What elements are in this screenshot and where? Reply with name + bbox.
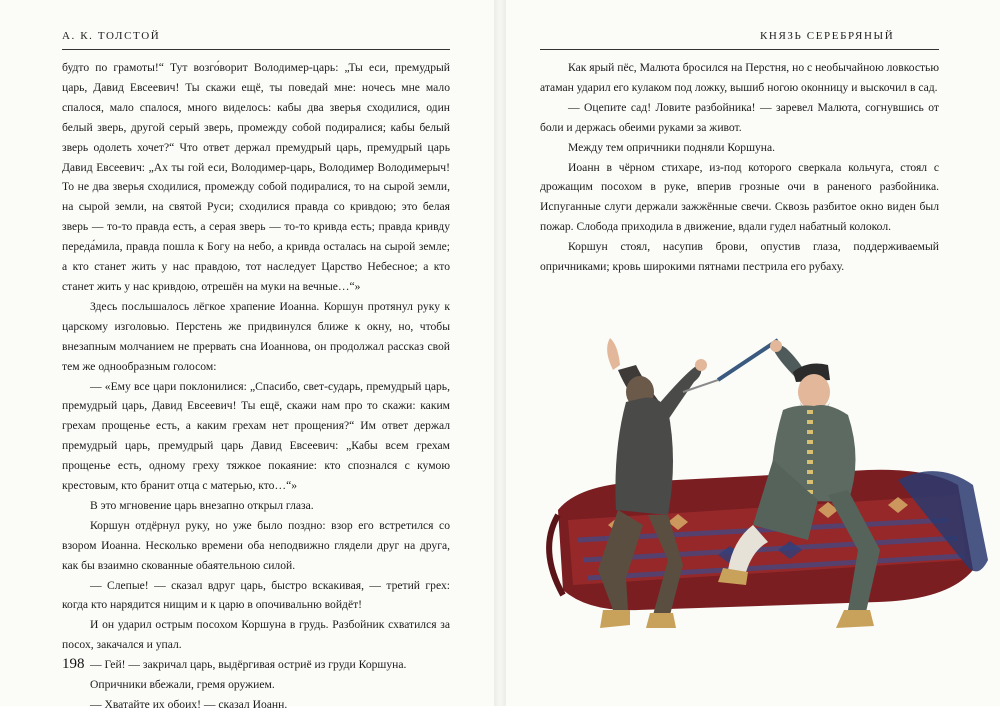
paragraph: будто по грамоты!“ Тут возго́ворит Володимер-царь: „Ты еси, премудрый царь, Давид Евсеевич! Ты скажи ещё, ты поведай мне: ночесь мне мало спалося, мало спалося, много виделось: кабы два зверья сходилися, один белый зверь, другой серый зверь, промежду собой подиралися; кабы белый зверь одолеть хочет?“ Что ответ держал премудрый царь, премудрый царь Давид Евсеевич: „Ах ты гой еси, Володимер-царь, Володимер Володимерыч! То не два зверья сходилися, промежду собой подиралися, то на сырой земли, на сырой земли, на святой Руси; сходилися правда со кривдою; это белая зверь — то-то правда есть, а серая зверь — то-то кривда есть; правда кривду переда́мила, правда пошла к Богу на небо, а кривда осталась на сырой земле; а кто станет жить у нас правдою, тот наследует Царство Небесное; а кто станет жить у нас кривдою, отрешён на муки на вечные…“» — [62, 61, 450, 293]
paragraph: — «Ему все цари поклонилися: „Спасибо, свет-сударь, премудрый царь, премудрый царь, Давид Евсеевич! Ты ещё, скажи нам про то скажи: каким грехам прощенье есть, а каким грехам нет прощения?“ Им ответ держал премудрый царь, премудрый царь Давид Евсеевич: „Кабы всем грехам прощенье есть, одному греху тяжкое покаяние: кто спознался с кумою крестовым, кто бранит отца с матерью, кто…“» — [62, 379, 450, 493]
left-running-head: А. К. ТОЛСТОЙ — [62, 30, 161, 42]
paragraph: — Хватайте их обоих! — сказал Иоанн. — [90, 698, 288, 711]
paragraph: — Оцепите сад! Ловите разбойника! — заревел Малюта, согнувшись от боли и держась обеими руками за живот. — [540, 100, 939, 134]
right-page-text — [540, 58, 939, 277]
right-running-head: КНЯЗЬ СЕРЕБРЯНЫЙ — [760, 30, 895, 42]
paragraph: — Гей! — закричал царь, выдёргивая остриё из груди Коршуна. — [90, 658, 407, 672]
illustration-ivan-strikes-korshun — [518, 310, 998, 670]
paragraph: Здесь послышалось лёгкое храпение Иоанна. Коршун протянул руку к царскому изголовью. Перстень же придвинулся ближе к окну, но, чтобы внезапным молчанием не прервать сна Иоаннова, он продолжал рассказ свой тем же однообразным голосом: — [62, 299, 450, 373]
paragraph: Опричники вбежали, гремя оружием. — [90, 678, 275, 692]
paragraph: Между тем опричники подняли Коршуна. — [568, 140, 776, 154]
left-header-rule — [62, 49, 450, 50]
paragraph: Коршун отдёрнул руку, но уже было поздно: взор его встретился со взором Иоанна. Несколько времени оба неподвижно глядели друг на друга, как бы взаимно скованные обаятельною силой. — [62, 518, 450, 572]
right-header-rule — [540, 49, 939, 50]
left-page-text — [62, 58, 450, 715]
page-number: 198 — [62, 656, 85, 672]
paragraph: И он ударил острым посохом Коршуна в грудь. Разбойник схватился за посох, закачался и упал. — [62, 618, 450, 652]
paragraph: Как ярый пёс, Малюта бросился на Перстня, но с необычайною ловкостью атаман ударил его кулаком под ложку, вышиб ногою оконницу и выскочил в сад. — [540, 61, 939, 94]
paragraph: Коршун стоял, насупив брови, опустив глаза, поддерживаемый опричниками; кровь широкими пятнами пестрила его рубаху. — [540, 240, 939, 274]
paragraph: В это мгновение царь внезапно открыл глаза. — [90, 498, 314, 512]
paragraph: — Слепые! — сказал вдруг царь, быстро вскакивая, — третий грех: когда кто нарядится нищим и к царю в опочивальню войдёт! — [62, 578, 450, 612]
book-gutter — [494, 0, 506, 706]
paragraph: Иоанн в чёрном стихаре, из-под которого сверкала кольчуга, стоял с дрожащим посохом в руке, вперив грозные очи в раненого разбойника. Испуганные слуги держали зажжённые свечи. Сквозь разбитое окно виден был пожар. Слобода приходила в движение, вдали гудел набатный колокол. — [540, 160, 939, 234]
